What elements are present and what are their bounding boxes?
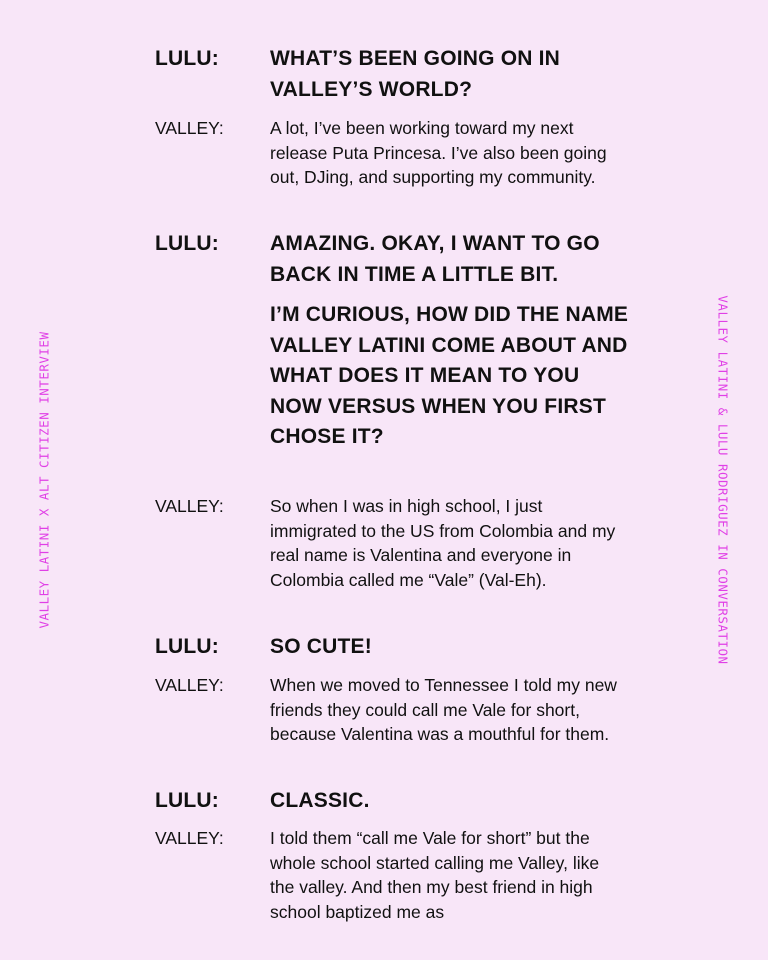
speaker-label: LULU: xyxy=(155,232,219,255)
answer-paragraph: So when I was in high school, I just immigrated to the US from Colombia and my real name is Valentina and everyone in Colombia called me “Vale” (Val-Eh). xyxy=(270,496,616,590)
side-label-left: VALLEY LATINI X ALT CITIZEN INTERVIEW xyxy=(36,331,52,629)
question-paragraph: WHAT’S BEEN GOING ON IN VALLEY’S WORLD? xyxy=(270,47,561,101)
answer-text xyxy=(270,826,620,924)
speaker-label: VALLEY: xyxy=(155,496,224,516)
answer-paragraph: I told them “call me Vale for short” but the whole school started calling me Valley, like the valley. And then my best friend in high school baptized me as xyxy=(270,828,600,922)
question-paragraph: I’M CURIOUS, HOW DID THE NAME VALLEY LATINI COME ABOUT AND WHAT DOES IT MEAN TO YOU NOW VERSUS WHEN YOU FIRST CHOSE IT? xyxy=(270,303,629,448)
speaker-label: VALLEY: xyxy=(155,118,224,138)
question-paragraph: AMAZING. OKAY, I WANT TO GO BACK IN TIME A LITTLE BIT. xyxy=(270,232,600,286)
answer-text xyxy=(270,673,620,747)
question-text xyxy=(270,632,630,673)
question-paragraph: SO CUTE! xyxy=(270,635,372,658)
speaker-label: VALLEY: xyxy=(155,828,224,848)
answer-text xyxy=(270,494,620,592)
speaker-label: VALLEY: xyxy=(155,675,224,695)
question-text xyxy=(270,786,630,827)
answer-paragraph: When we moved to Tennessee I told my new friends they could call me Vale for short, because Valentina was a mouthful for them. xyxy=(270,675,617,744)
question-text xyxy=(270,229,630,463)
answer-paragraph: A lot, I’ve been working toward my next release Puta Princesa. I’ve also been going out, DJing, and supporting my community. xyxy=(270,118,607,187)
speaker-label: LULU: xyxy=(155,789,219,812)
speaker-label: LULU: xyxy=(155,635,219,658)
answer-text xyxy=(270,116,620,190)
side-label-right: VALLEY LATINI & LULU RODRIGUEZ IN CONVERSATION xyxy=(715,295,731,665)
question-text xyxy=(270,44,630,115)
question-paragraph: CLASSIC. xyxy=(270,789,370,812)
speaker-label: LULU: xyxy=(155,47,219,70)
